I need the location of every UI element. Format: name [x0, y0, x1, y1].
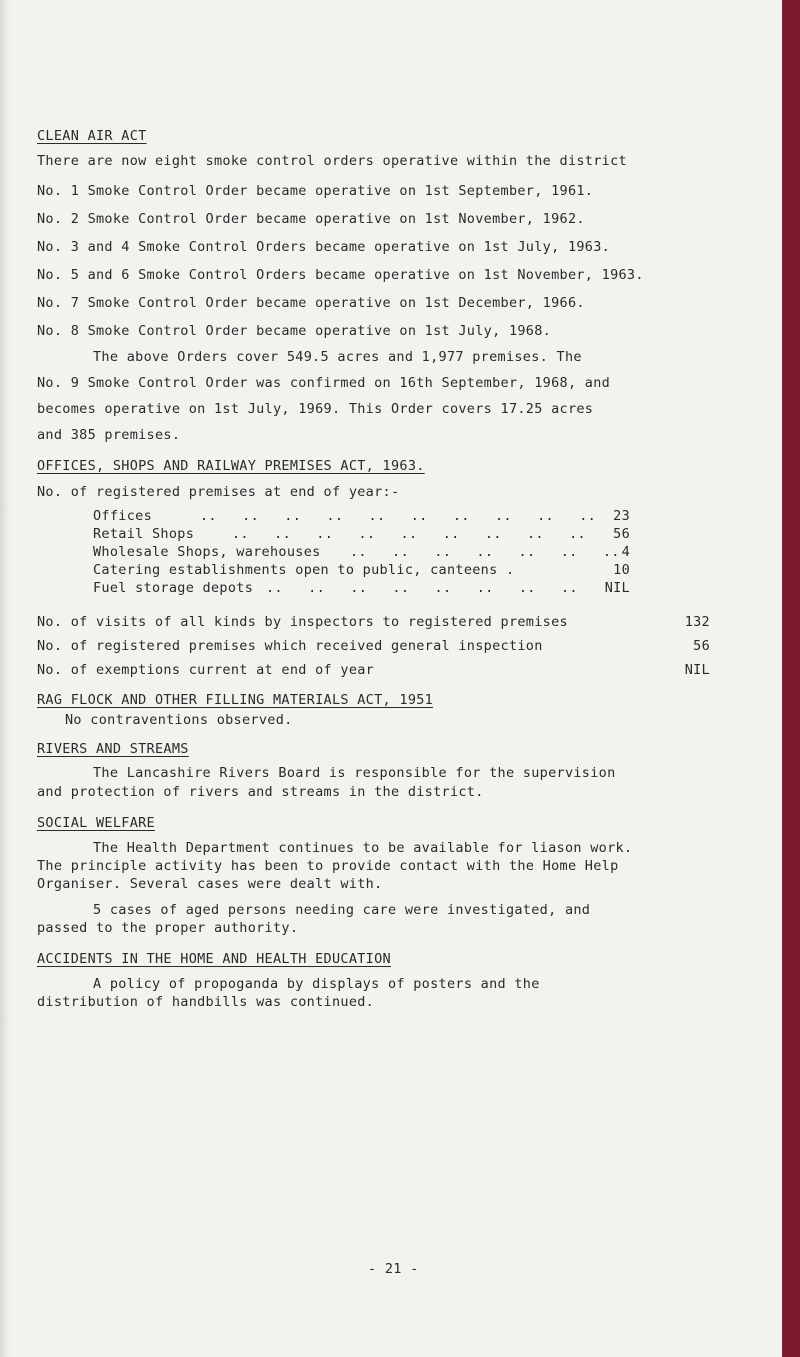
dot-leader: .. .. .. .. .. .. ..: [350, 544, 620, 560]
premises-item-label: Offices: [93, 508, 152, 524]
social-line: The principle activity has been to provide contact with the Home Help: [37, 858, 619, 874]
clean-air-intro: There are now eight smoke control orders operative within the district: [37, 153, 627, 169]
dot-leader: .. .. .. .. .. .. .. ..: [266, 580, 578, 596]
premises-item-value: NIL: [604, 580, 630, 596]
order-line: No. 3 and 4 Smoke Control Orders became operative on 1st July, 1963.: [37, 239, 611, 255]
rag-flock-heading: RAG FLOCK AND OTHER FILLING MATERIALS ACT, 1951: [37, 692, 434, 708]
summary-label: No. of exemptions current at end of year: [37, 662, 375, 678]
dot-leader: .. .. .. .. .. .. .. .. ..: [232, 526, 586, 542]
premises-item-label: Retail Shops: [93, 526, 195, 542]
clean-air-heading: CLEAN AIR ACT: [37, 128, 147, 144]
page-number: - 21 -: [368, 1261, 419, 1277]
order-line: No. 8 Smoke Control Order became operative on 1st July, 1968.: [37, 323, 552, 339]
rivers-heading: RIVERS AND STREAMS: [37, 741, 189, 757]
clean-air-para-line: No. 9 Smoke Control Order was confirmed on 16th September, 1968, and: [37, 375, 611, 391]
rag-flock-text: No contraventions observed.: [65, 712, 293, 728]
order-line: No. 2 Smoke Control Order became operative on 1st November, 1962.: [37, 211, 585, 227]
order-line: No. 7 Smoke Control Order became operative on 1st December, 1966.: [37, 295, 585, 311]
clean-air-para-line: becomes operative on 1st July, 1969. This Order covers 17.25 acres: [37, 401, 594, 417]
premises-item-value: 23: [613, 508, 630, 524]
accidents-line: A policy of propoganda by displays of posters and the: [93, 976, 540, 992]
summary-value: 56: [693, 638, 710, 654]
summary-label: No. of registered premises which received general inspection: [37, 638, 543, 654]
social-heading: SOCIAL WELFARE: [37, 815, 155, 831]
order-line: No. 1 Smoke Control Order became operative on 1st September, 1961.: [37, 183, 594, 199]
clean-air-para-line: The above Orders cover 549.5 acres and 1,977 premises. The: [93, 349, 582, 365]
rivers-line: and protection of rivers and streams in the district.: [37, 784, 484, 800]
accidents-heading: ACCIDENTS IN THE HOME AND HEALTH EDUCATION: [37, 951, 391, 967]
premises-item-label: Wholesale Shops, warehouses: [93, 544, 321, 560]
registered-premises-label: No. of registered premises at end of year:-: [37, 484, 400, 500]
social-line: passed to the proper authority.: [37, 920, 299, 936]
premises-item-value: 4: [621, 544, 630, 560]
clean-air-para-line: and 385 premises.: [37, 427, 181, 443]
premises-item-value: 56: [613, 526, 630, 542]
dot-leader: .. .. .. .. .. .. .. .. .. ..: [200, 508, 597, 524]
rivers-line: The Lancashire Rivers Board is responsible for the supervision: [93, 765, 616, 781]
order-line: No. 5 and 6 Smoke Control Orders became operative on 1st November, 1963.: [37, 267, 644, 283]
social-line: 5 cases of aged persons needing care were investigated, and: [93, 902, 591, 918]
summary-value: 132: [684, 614, 710, 630]
summary-label: No. of visits of all kinds by inspectors to registered premises: [37, 614, 568, 630]
premises-item-label: Fuel storage depots: [93, 580, 254, 596]
premises-item-label: Catering establishments open to public, canteens .: [93, 562, 515, 578]
offices-heading: OFFICES, SHOPS AND RAILWAY PREMISES ACT, 1963.: [37, 458, 425, 474]
social-line: Organiser. Several cases were dealt with.: [37, 876, 383, 892]
accidents-line: distribution of handbills was continued.: [37, 994, 375, 1010]
social-line: The Health Department continues to be available for liason work.: [93, 840, 633, 856]
premises-item-value: 10: [613, 562, 630, 578]
summary-value: NIL: [684, 662, 710, 678]
binding-strip: [782, 0, 800, 1357]
